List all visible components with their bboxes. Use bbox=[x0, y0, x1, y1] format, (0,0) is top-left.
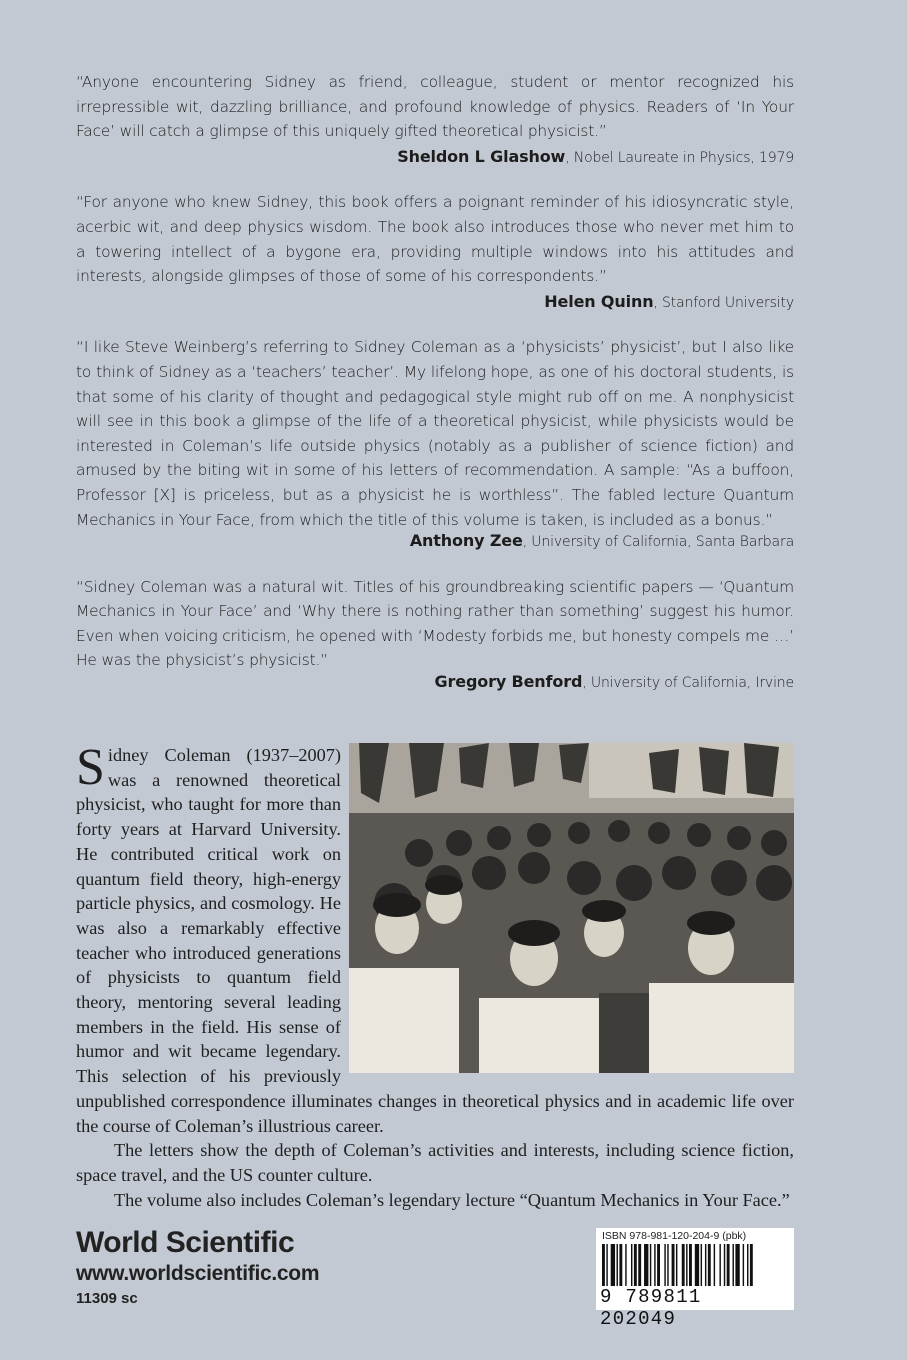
quote-author: Gregory Benford bbox=[434, 672, 583, 692]
publisher-url: www.worldscientific.com bbox=[76, 1262, 320, 1285]
barcode-bar bbox=[750, 1244, 753, 1286]
barcode-bar bbox=[714, 1244, 715, 1286]
barcode-bar bbox=[724, 1244, 725, 1286]
quote-benford bbox=[76, 575, 794, 696]
barcode-bar bbox=[735, 1244, 739, 1286]
barcode-bar bbox=[611, 1244, 615, 1286]
barcode-bar bbox=[672, 1244, 675, 1286]
barcode-bar bbox=[654, 1244, 655, 1286]
barcode bbox=[596, 1228, 794, 1330]
barcode-bar bbox=[617, 1244, 618, 1286]
barcode-bar bbox=[676, 1244, 677, 1286]
barcode-bar bbox=[638, 1244, 641, 1286]
barcode-bar bbox=[619, 1244, 622, 1286]
author-bio bbox=[76, 739, 794, 1212]
endorsements bbox=[76, 70, 794, 716]
barcode-bar bbox=[695, 1244, 699, 1286]
barcode-bar bbox=[606, 1244, 607, 1286]
barcode-bar bbox=[689, 1244, 692, 1286]
barcode-bar bbox=[719, 1244, 720, 1286]
quote-author: Sheldon L Glashow bbox=[397, 146, 566, 166]
barcode-bar bbox=[701, 1244, 702, 1286]
bio-paragraph-1: idney Coleman (1937–2007) was a renowned theoretical physicist, who taught for more than forty years at Harvard University. He contributed critical work on quantum field theory, high-energy particle physics, and cosmology. He was also a remarkably effective teacher who introduced generations of physicists to quantum field theory, mentoring several leading members in the field. His sense of humor and wit became legendary. This selection of his previously unpublished correspondence illuminates changes in theoretical physics and in academic life over the course of Coleman’s illustrious career. bbox=[76, 745, 794, 1136]
quote-affiliation: , University of California, Santa Barbara bbox=[522, 534, 794, 551]
barcode-bar bbox=[602, 1244, 605, 1286]
quote-glashow bbox=[76, 70, 794, 170]
barcode-bar bbox=[657, 1244, 660, 1286]
quote-author: Anthony Zee bbox=[409, 531, 523, 551]
barcode-bar bbox=[634, 1244, 637, 1286]
quote-affiliation: , Stanford University bbox=[653, 294, 794, 311]
quote-attribution bbox=[76, 145, 794, 171]
barcode-bar bbox=[686, 1244, 687, 1286]
bio-paragraph-3: The volume also includes Coleman’s legendary lecture “Quantum Mechanics in Your Face.” bbox=[114, 1189, 790, 1210]
publisher-name: World Scientific bbox=[76, 1226, 295, 1259]
publisher-block bbox=[76, 1225, 319, 1311]
barcode-bar bbox=[644, 1244, 648, 1286]
barcode-bar bbox=[727, 1244, 730, 1286]
barcode-bar bbox=[705, 1244, 706, 1286]
barcode-bar bbox=[664, 1244, 665, 1286]
barcode-bar bbox=[747, 1244, 748, 1286]
quote-text: “I like Steve Weinberg’s referring to Sidney Coleman as a ‘physicists’ physicist’, but I also like to think of Sidney as a ‘teachers’ teacher’. My lifelong hope, as one of his doctoral students, is that some of his clarity of thought and pedagogical style might rub off on me. A nonphysicist will see in this book a glimpse of the life of a theoretical physicist, while physicists would be interested in Coleman’s life outside physics (notably as a publisher of science fiction) and amused by the biting wit in some of his letters of recommendation. A sample: “As a buffoon, Professor [X] is priceless, but as a physicist he is worthless”. The fabled lecture Quantum Mechanics in Your Face, from which the title of this volume is taken, is included as a bonus.” bbox=[76, 338, 794, 529]
barcode-bar bbox=[631, 1244, 632, 1286]
quote-text: “Sidney Coleman was a natural wit. Titles of his groundbreaking scientific papers — ‘Quantum Mechanics in Your Face’ and ‘Why there is nothing rather than something’ suggest his humor. Even when voicing criticism, he opened with ‘Modesty forbids me, but honesty compels me …’ He was the physicist’s physicist.” bbox=[76, 577, 794, 670]
barcode-bar bbox=[650, 1244, 651, 1286]
barcode-bar bbox=[743, 1244, 744, 1286]
quote-affiliation: , University of California, Irvine bbox=[582, 675, 794, 692]
bio-paragraph-2: The letters show the depth of Coleman’s activities and interests, including science fiction, space travel, and the US counter culture. bbox=[76, 1140, 794, 1185]
isbn-label: ISBN 978-981-120-204-9 (pbk) bbox=[602, 1230, 747, 1242]
quote-attribution bbox=[76, 290, 794, 316]
publisher-code: 11309 sc bbox=[76, 1290, 138, 1307]
lecture-hall-photo bbox=[349, 743, 794, 1073]
quote-text: “For anyone who knew Sidney, this book offers a poignant reminder of his idiosyncratic style, acerbic wit, and deep physics wisdom. The book also introduces those who never met him to a towering intellect of a bygone era, providing multiple windows into his attitudes and interests, alongside glimpses of those of some of his correspondents.” bbox=[76, 193, 794, 286]
barcode-bars bbox=[602, 1244, 788, 1286]
barcode-bar bbox=[733, 1244, 734, 1286]
quote-quinn bbox=[76, 190, 794, 315]
barcode-bar bbox=[682, 1244, 685, 1286]
quote-text: “Anyone encountering Sidney as friend, colleague, student or mentor recognized his irrepressible wit, dazzling brilliance, and profound knowledge of physics. Readers of ‘In Your Face’ will catch a glimpse of this uniquely gifted theoretical physicist.” bbox=[76, 73, 794, 141]
quote-affiliation: , Nobel Laureate in Physics, 1979 bbox=[565, 149, 794, 166]
dropcap-letter: S bbox=[76, 739, 105, 796]
quote-attribution bbox=[76, 529, 794, 555]
barcode-bar bbox=[708, 1244, 711, 1286]
barcode-bar bbox=[667, 1244, 668, 1286]
quote-author: Helen Quinn bbox=[544, 291, 654, 311]
quote-zee bbox=[76, 335, 794, 554]
barcode-digits: 9 789811 202049 bbox=[600, 1286, 702, 1330]
barcode-bar bbox=[625, 1244, 626, 1286]
quote-attribution bbox=[76, 670, 794, 696]
